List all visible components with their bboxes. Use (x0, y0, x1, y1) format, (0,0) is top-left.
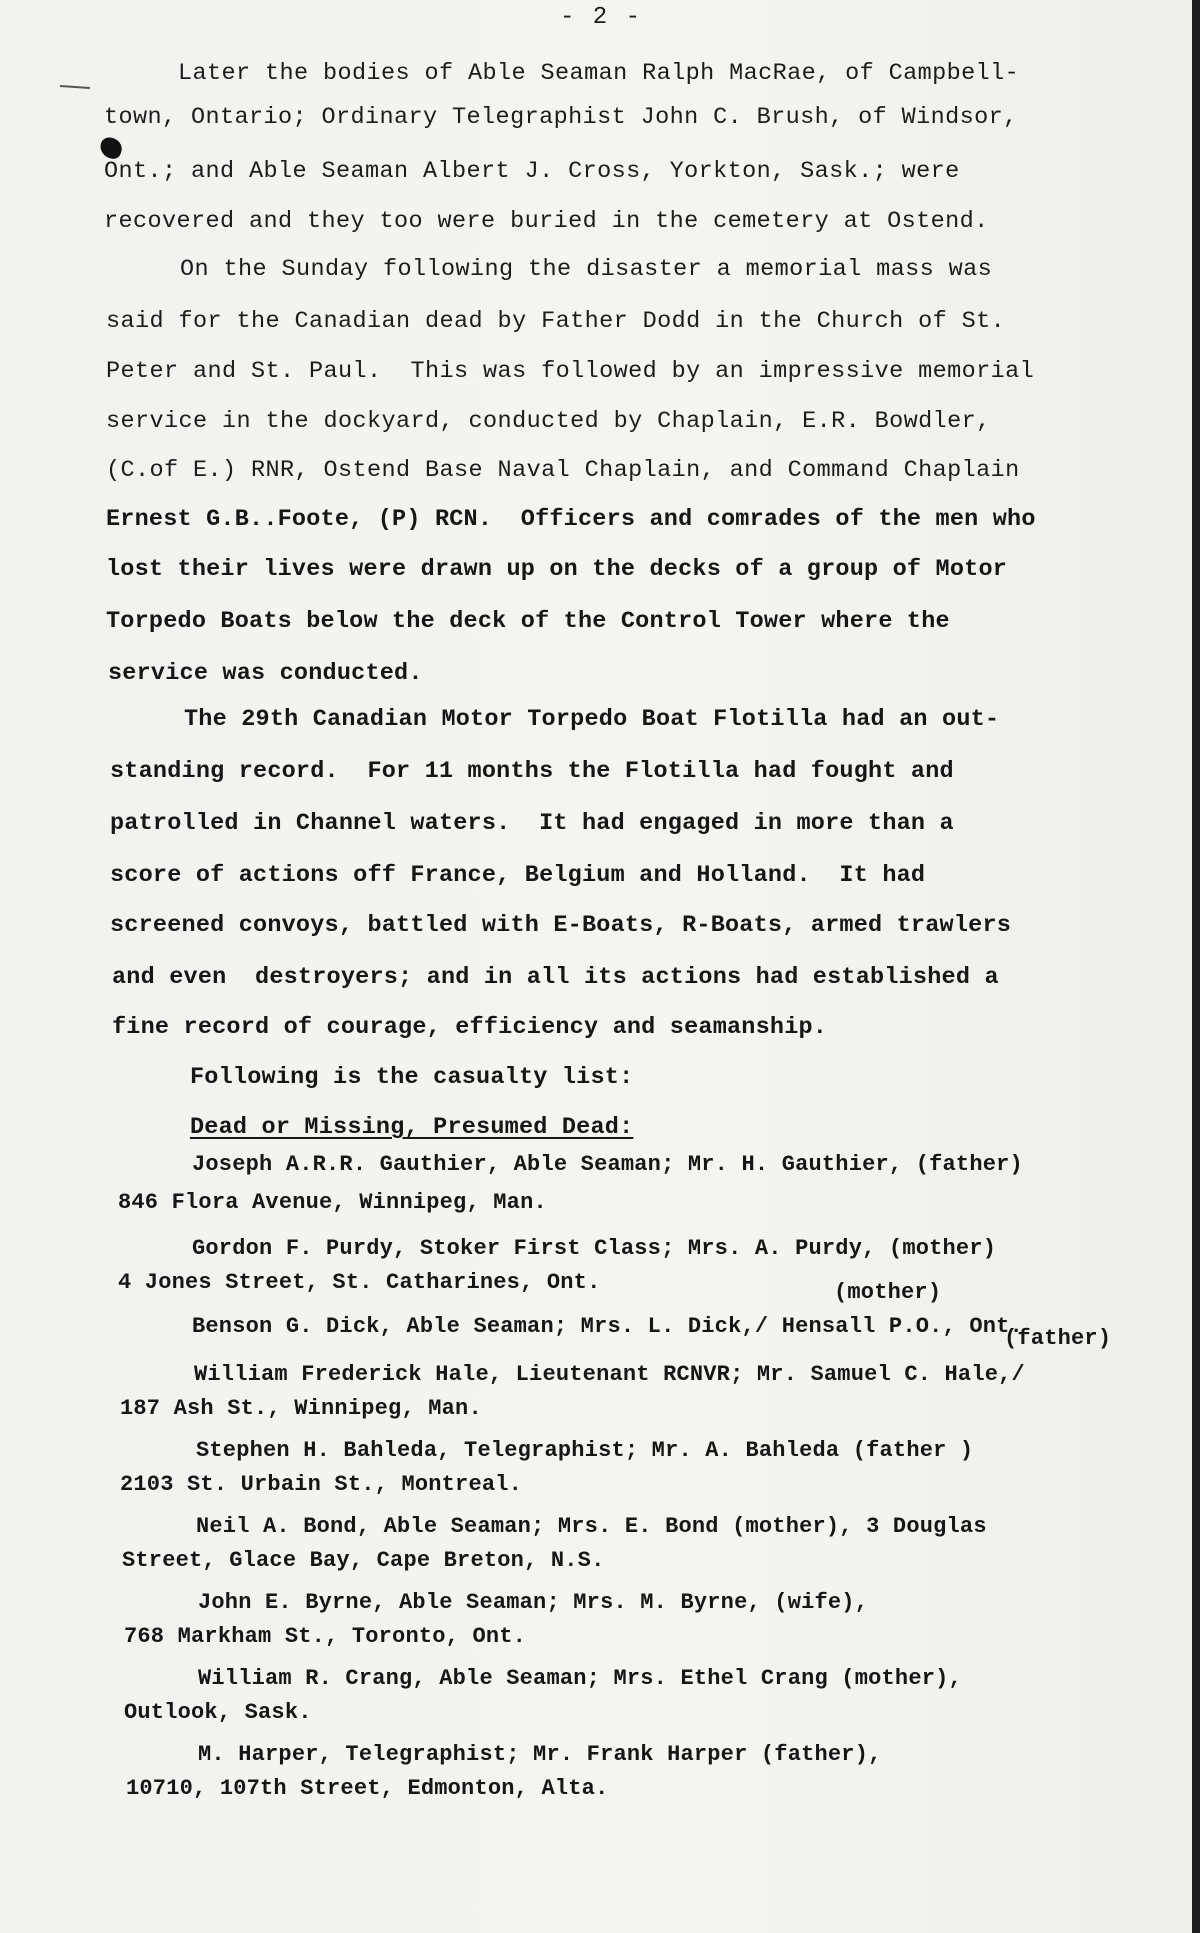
casualty-entry-line: Stephen H. Bahleda, Telegraphist; Mr. A. Bahleda (father ) (196, 1438, 974, 1463)
casualty-entry-line: 768 Markham St., Toronto, Ont. (124, 1624, 527, 1649)
paragraph-2-line: said for the Canadian dead by Father Dodd in the Church of St. (106, 308, 1006, 335)
paragraph-3-line: The 29th Canadian Motor Torpedo Boat Flotilla had an out- (184, 706, 1000, 733)
paragraph-2-line: lost their lives were drawn up on the decks of a group of Motor (106, 556, 1008, 583)
handwritten-insert: (father) (1004, 1326, 1112, 1351)
casualty-entry-line: Outlook, Sask. (124, 1700, 312, 1725)
casualty-entry-line: William Frederick Hale, Lieutenant RCNVR; Mr. Samuel C. Hale,/ (194, 1362, 1025, 1387)
stray-mark (60, 85, 90, 89)
page-edge-shadow (1192, 0, 1200, 1933)
paragraph-2-line: service was conducted. (108, 660, 423, 687)
paragraph-2-line: Ernest G.B..Foote, (P) RCN. Officers and comrades of the men who (106, 506, 1036, 533)
casualty-list-heading: Dead or Missing, Presumed Dead: (190, 1114, 634, 1141)
casualty-entry-line: 187 Ash St., Winnipeg, Man. (120, 1396, 482, 1421)
paragraph-2-line: Torpedo Boats below the deck of the Control Tower where the (106, 608, 950, 635)
paragraph-2-line: service in the dockyard, conducted by Chaplain, E.R. Bowdler, (106, 408, 991, 435)
casualty-list-intro: Following is the casualty list: (190, 1064, 634, 1091)
page-number: - 2 - (560, 4, 643, 31)
paragraph-2-line: (C.of E.) RNR, Ostend Base Naval Chaplain, and Command Chaplain (106, 457, 1020, 484)
casualty-entry-line: Benson G. Dick, Able Seaman; Mrs. L. Dick,/ Hensall P.O., Ont. (192, 1314, 1023, 1339)
paragraph-3-line: and even destroyers; and in all its actions had established a (112, 964, 999, 991)
casualty-entry-line: Street, Glace Bay, Cape Breton, N.S. (122, 1548, 605, 1573)
casualty-entry-line: Neil A. Bond, Able Seaman; Mrs. E. Bond (mother), 3 Douglas (196, 1514, 987, 1539)
casualty-entry-line: 4 Jones Street, St. Catharines, Ont. (118, 1270, 601, 1295)
paragraph-1-line: town, Ontario; Ordinary Telegraphist John C. Brush, of Windsor, (104, 104, 1018, 131)
paragraph-2-line: On the Sunday following the disaster a memorial mass was (180, 256, 993, 283)
casualty-entry-line: Joseph A.R.R. Gauthier, Able Seaman; Mr. H. Gauthier, (father) (192, 1152, 1023, 1177)
paragraph-3-line: standing record. For 11 months the Flotilla had fought and (110, 758, 954, 785)
casualty-entry-line: William R. Crang, Able Seaman; Mrs. Ethel Crang (mother), (198, 1666, 962, 1691)
paragraph-3-line: fine record of courage, efficiency and seamanship. (112, 1014, 828, 1041)
paragraph-3-line: screened convoys, battled with E-Boats, R-Boats, armed trawlers (110, 912, 1012, 939)
casualty-entry-line: M. Harper, Telegraphist; Mr. Frank Harper (father), (198, 1742, 882, 1767)
paragraph-3-line: patrolled in Channel waters. It had engaged in more than a (110, 810, 954, 837)
handwritten-insert: (mother) (834, 1280, 942, 1305)
casualty-entry-line: 10710, 107th Street, Edmonton, Alta. (126, 1776, 609, 1801)
casualty-entry-line: 846 Flora Avenue, Winnipeg, Man. (118, 1190, 547, 1215)
paragraph-1-line: recovered and they too were buried in the cemetery at Ostend. (104, 208, 989, 235)
casualty-entry-line: 2103 St. Urbain St., Montreal. (120, 1472, 523, 1497)
paragraph-1-line: Ont.; and Able Seaman Albert J. Cross, Yorkton, Sask.; were (104, 158, 960, 185)
paragraph-2-line: Peter and St. Paul. This was followed by an impressive memorial (106, 358, 1035, 385)
casualty-entry-line: John E. Byrne, Able Seaman; Mrs. M. Byrne, (wife), (198, 1590, 869, 1615)
casualty-entry-line: Gordon F. Purdy, Stoker First Class; Mrs. A. Purdy, (mother) (192, 1236, 997, 1261)
paragraph-3-line: score of actions off France, Belgium and Holland. It had (110, 862, 926, 889)
paragraph-1-line: Later the bodies of Able Seaman Ralph MacRae, of Campbell- (178, 60, 1020, 87)
